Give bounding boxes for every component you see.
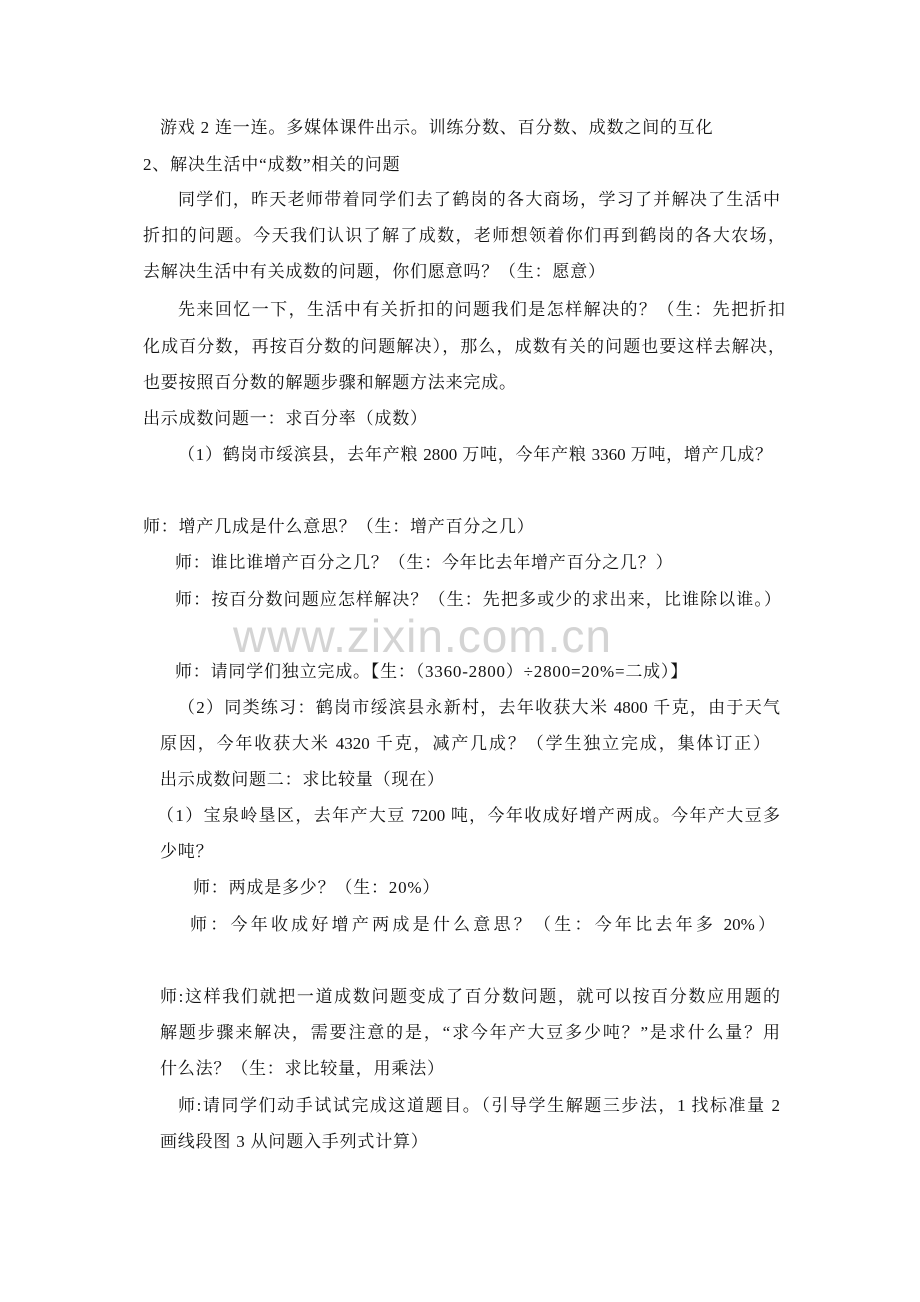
dialogue-line: 师：今年收成好增产两成是什么意思？（生：今年比去年多 20%） bbox=[190, 915, 775, 934]
paragraph-line: 解题步骤来解决，需要注意的是，“求今年产大豆多少吨？”是求什么量？用 bbox=[160, 1023, 780, 1042]
section-heading: 2、解决生活中“成数”相关的问题 bbox=[143, 155, 401, 174]
problem-line: 原因，今年收获大米 4320 千克，减产几成？（学生独立完成，集体订正） bbox=[160, 734, 770, 753]
dialogue-line: 师：谁比谁增产百分之几？（生：今年比去年增产百分之几？） bbox=[175, 553, 674, 572]
dialogue-line: 师：请同学们独立完成。【生：（3360-2800）÷2800=20%=二成）】 bbox=[175, 662, 689, 681]
problem-line: （1）鹤岗市绥滨县，去年产粮 2800 万吨，今年产粮 3360 万吨，增产几成？ bbox=[178, 445, 772, 464]
problem-line: （2）同类练习：鹤岗市绥滨县永新村，去年收获大米 4800 千克，由于天气 bbox=[178, 698, 780, 717]
paragraph-line: 也要按照百分数的解题步骤和解题方法来完成。 bbox=[143, 373, 517, 392]
paragraph-line: 什么法？（生：求比较量，用乘法） bbox=[160, 1059, 445, 1078]
paragraph-line: 化成百分数，再按百分数的问题解决），那么，成数有关的问题也要这样去解决， bbox=[143, 337, 785, 356]
text-line-game: 游戏 2 连一连。多媒体课件出示。训练分数、百分数、成数之间的互化 bbox=[160, 118, 714, 137]
dialogue-line: 师：两成是多少？（生：20%） bbox=[193, 878, 441, 897]
dialogue-line: 师：增产几成是什么意思？（生：增产百分之几） bbox=[143, 517, 535, 536]
problem-line: （1）宝泉岭垦区，去年产大豆 7200 吨，今年收成好增产两成。今年产大豆多 bbox=[157, 806, 780, 825]
problem-heading: 出示成数问题二：求比较量（现在） bbox=[160, 770, 445, 789]
watermark: www.zixin.com.cn bbox=[233, 610, 612, 662]
problem-line: 少吨？ bbox=[160, 842, 214, 861]
paragraph-line: 师:这样我们就把一道成数问题变成了百分数问题，就可以按百分数应用题的 bbox=[160, 987, 780, 1006]
paragraph-line: 去解决生活中有关成数的问题，你们愿意吗？（生：愿意） bbox=[143, 262, 606, 281]
problem-heading: 出示成数问题一：求百分率（成数） bbox=[143, 409, 428, 428]
dialogue-line: 师：按百分数问题应怎样解决？（生：先把多或少的求出来，比谁除以谁。） bbox=[175, 590, 781, 609]
paragraph-line: 同学们，昨天老师带着同学们去了鹤岗的各大商场，学习了并解决了生活中 bbox=[178, 190, 780, 209]
paragraph-line: 折扣的问题。今天我们认识了解了成数，老师想领着你们再到鹤岗的各大农场， bbox=[143, 226, 785, 245]
paragraph-line: 先来回忆一下，生活中有关折扣的问题我们是怎样解决的？（生：先把折扣 bbox=[178, 300, 785, 319]
paragraph-line: 画线段图 3 从问题入手列式计算） bbox=[160, 1132, 429, 1151]
paragraph-line: 师:请同学们动手试试完成这道题目。（引导学生解题三步法，1 找标准量 2 bbox=[178, 1096, 780, 1115]
